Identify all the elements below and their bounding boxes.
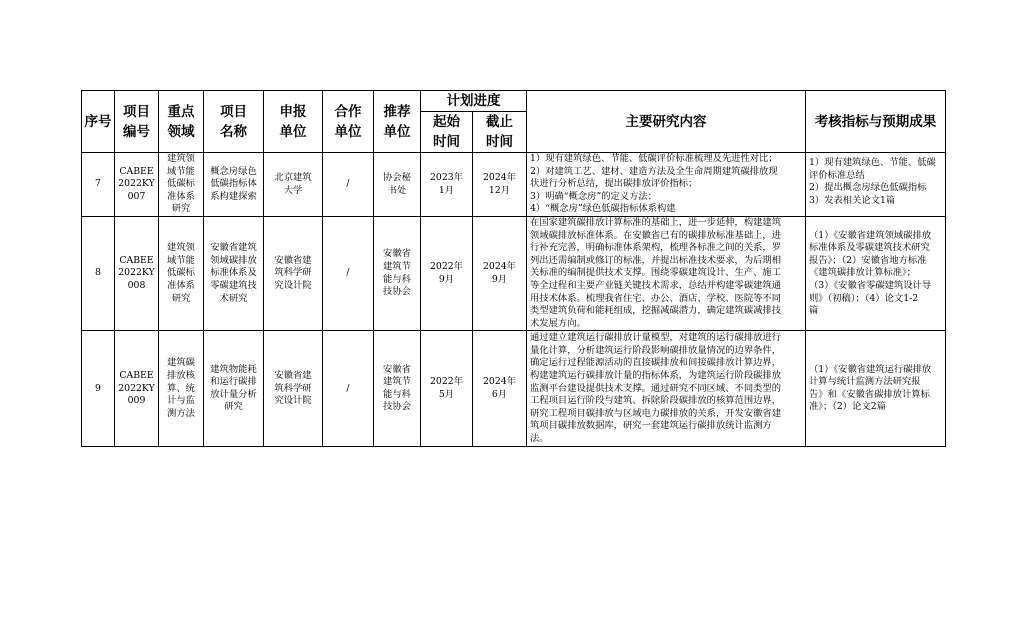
- cell-index: 9: [82, 331, 115, 447]
- goals-line: 报告》；（2）安徽省地方标准: [809, 254, 927, 266]
- header-schedule: 计划进度: [421, 91, 527, 112]
- cell-field: 建筑领域节能低碳标准体系研究: [159, 217, 204, 331]
- project-table: [81, 90, 946, 447]
- header-partner: 合作单位: [323, 91, 374, 153]
- goals-line: 标准体系及零碳建筑技术研究: [809, 242, 930, 254]
- cell-name: 概念房绿色低碳指标体系构建探索: [204, 153, 264, 217]
- header-end: 截止时间: [473, 112, 527, 153]
- goals-line: 告》和《安徽省碳排放计算标: [809, 388, 930, 400]
- goals-line: 则》（初稿）；（4）论文1-2: [809, 292, 919, 304]
- goals-line: （1）《安徽省建筑领域碳排放: [809, 229, 932, 241]
- content-line: 研究工程项目碳排放与区域电力碳排放的关系，开发安徽省建: [530, 407, 782, 419]
- cell-end: 2024年12月: [473, 153, 527, 217]
- header-code: 项目编号: [115, 91, 159, 153]
- cell-content: [527, 217, 806, 331]
- cell-field: 建筑领域节能低碳标准体系研究: [159, 153, 204, 217]
- header-start: 起始时间: [421, 112, 473, 153]
- header-content: 主要研究内容: [527, 91, 806, 153]
- table-row: [82, 331, 946, 447]
- cell-applicant: 安徽省建筑科学研究设计院: [264, 331, 323, 447]
- header-index: 序号: [82, 91, 115, 153]
- cell-start: 2022年9月: [421, 217, 473, 331]
- cell-index: 7: [82, 153, 115, 217]
- header-recommender: 推荐单位: [374, 91, 421, 153]
- cell-name: 安徽省建筑领域碳排放标准体系及零碳建筑技术研究: [204, 217, 264, 331]
- content-line: 行补充完善，明确标准体系架构，梳理各标准之间的关系，罗: [530, 242, 782, 254]
- cell-applicant: 北京建筑大学: [264, 153, 323, 217]
- content-line: 术发展方向。: [530, 317, 586, 329]
- cell-goals: [806, 217, 946, 331]
- goals-line: 计算与统计监测方法研究报: [809, 376, 921, 388]
- goals-line: 准》；（2）论文2篇: [809, 401, 886, 413]
- content-line: 类型建筑负荷和能耗组成，挖掘减碳潜力，确定建筑碳减排技: [530, 305, 782, 317]
- content-line: 确定运行过程能源活动的直接碳排放和间接碳排放计算边界，: [530, 357, 782, 369]
- cell-recommender: 协会秘书处: [374, 153, 421, 217]
- cell-code: CABEE2022KY009: [115, 331, 159, 447]
- content-line: 通过建立建筑运行碳排放计量模型，对建筑的运行碳排放进行: [530, 332, 782, 344]
- cell-field: 建筑碳排放核算、统计与监测方法: [159, 331, 204, 447]
- header-field: 重点领域: [159, 91, 204, 153]
- content-line: 2）对建筑工艺、建材、建造方法及全生命周期建筑碳排放现: [530, 165, 778, 177]
- header-row: [82, 91, 946, 112]
- cell-goals: [806, 331, 946, 447]
- cell-applicant: 安徽省建筑科学研究设计院: [264, 217, 323, 331]
- content-line: 用技术体系。梳理我省住宅、办公、酒店、学校、医院等不同: [530, 292, 782, 304]
- goals-line: （1）《安徽省建筑运行碳排放: [809, 363, 932, 375]
- goals-line: 2）提出概念房绿色低碳指标: [809, 182, 927, 194]
- content-line: 筑项目碳排放数据库，研究一套建筑运行碳排放统计监测方: [530, 420, 772, 432]
- goals-line: 《建筑碳排放计算标准》；: [809, 267, 916, 279]
- content-line: 4）“概念房”绿色低碳指标体系构建: [530, 203, 676, 215]
- header-name: 项目名称: [204, 91, 264, 153]
- goals-line: 3）发表相关论文1篇: [809, 194, 896, 206]
- content-line: 监测平台建设提供技术支撑。通过研究不同区域、不同类型的: [530, 382, 782, 394]
- content-line: 领域碳排放标准体系。在安徽省已有的碳排放标准基础上，进: [530, 229, 782, 241]
- goals-line: 1）现有建筑绿色、节能、低碳: [809, 157, 936, 168]
- cell-partner: /: [323, 153, 374, 217]
- content-line: 关标准的编制提供技术支撑。围绕零碳建筑设计、生产、施工: [530, 267, 782, 279]
- content-line: 1）现有建筑绿色、节能、低碳评价标准梳理及先进性对比；: [530, 153, 778, 165]
- goals-line: （3）《安徽省零碳建筑设计导: [809, 279, 932, 291]
- table-row: [82, 217, 946, 331]
- cell-goals: [806, 153, 946, 217]
- content-line: 法。: [530, 432, 549, 444]
- content-line: 工程项目运行阶段与建筑、拆除阶段碳排放的核算范围边界，: [530, 395, 782, 407]
- content-line: 量化计算，分析建筑运行阶段影响碳排放量情况的边界条件，: [530, 344, 782, 356]
- cell-name: 建筑物能耗和运行碳排放计量分析研究: [204, 331, 264, 447]
- content-line: 列出还需编制或修订的标准，并提出标准技术要求，为后期相: [530, 254, 782, 266]
- cell-content: [527, 153, 806, 217]
- content-line: 等全过程和主要产业链关键技术需求，总结并构建零碳建筑通: [530, 279, 782, 291]
- goals-line: 评价标准总结: [809, 169, 865, 181]
- cell-partner: /: [323, 217, 374, 331]
- content-line: 3）明确“概念房”的定义方法；: [530, 190, 657, 202]
- cell-start: 2023年1月: [421, 153, 473, 217]
- header-applicant: 申报单位: [264, 91, 323, 153]
- cell-recommender: 安徽省建筑节能与科技协会: [374, 217, 421, 331]
- cell-index: 8: [82, 217, 115, 331]
- cell-recommender: 安徽省建筑节能与科技协会: [374, 331, 421, 447]
- cell-start: 2022年5月: [421, 331, 473, 447]
- cell-code: CABEE2022KY008: [115, 217, 159, 331]
- table-row: [82, 153, 946, 217]
- header-goals: 考核指标与预期成果: [806, 91, 946, 153]
- cell-code: CABEE2022KY007: [115, 153, 159, 217]
- content-line: 状进行分析总结，提出碳排放评价指标；: [530, 178, 698, 190]
- cell-end: 2024年9月: [473, 217, 527, 331]
- content-line: 在国家建筑碳排放计算标准的基础上，进一步延伸，构建建筑: [530, 217, 782, 228]
- cell-content: [527, 331, 806, 447]
- content-line: 构建建筑运行碳排放计量的指标体系，为建筑运行阶段碳排放: [530, 369, 782, 381]
- goals-line: 篇: [809, 305, 819, 317]
- cell-end: 2024年6月: [473, 331, 527, 447]
- cell-partner: /: [323, 331, 374, 447]
